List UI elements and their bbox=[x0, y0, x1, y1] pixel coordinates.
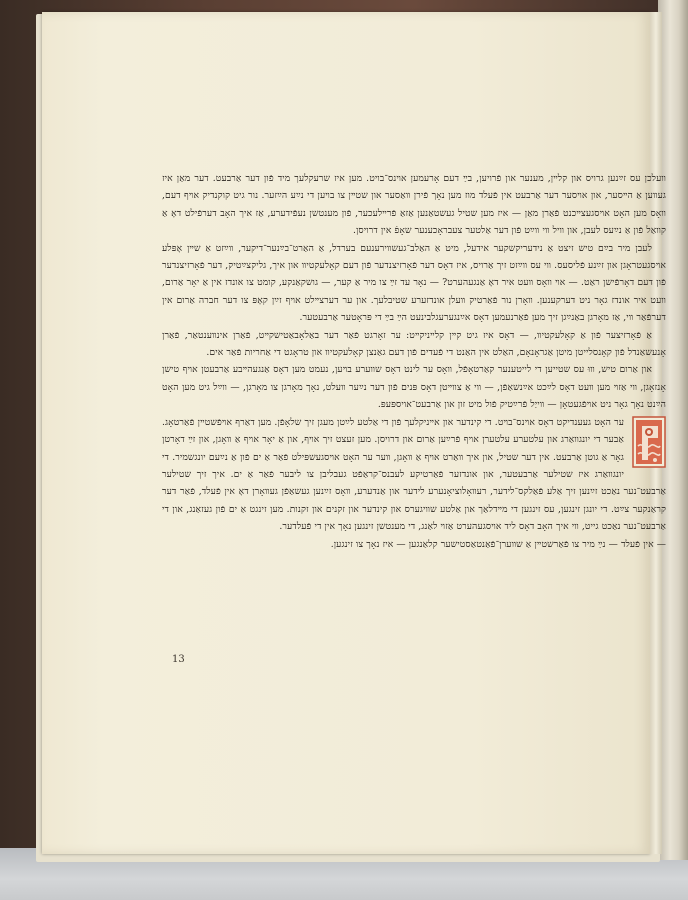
drop-cap-wrapper bbox=[162, 414, 666, 536]
paragraph-6: — אין פֿעלד — נײַ מיר צו פֿאַרשטײן אַ שװערן־פֿאַנטאַסטישער קלאַנגען — איז נאָך צו זינגען. bbox=[330, 538, 666, 550]
paragraph-4: און אַרום טיש, װוּ עס שטייען די לייטענער קאַרטאָפֿל, װאָס ער לינט דאָס שװערע בױען, נעמט מען דאָס אַנגעהײבע אַרבעטן אױף טישן אָנזאָגן, װי אַזױ מען װעט דאָס לײַכט אײַנשאַפֿן, — װי אַ צװײטן דאָס פּנים פֿון דער נײַער װעלט, נאָך מאָרגן צו מאָרגן, — װײַל גיט מען האָט הײַנט נאָך גאָר ניט אױפֿגעטאָן — װייַל פֿרײַטיק פֿול מיט זון און אַרבעט־אויספּעפּ. bbox=[162, 364, 666, 411]
paragraph-1: װעלכן עס זײַנען גרויס און קלײן, מענער און פֿרויען, בײַ דעם אָרעמען אױנס־בויט. מען איז שרעקלעך מיד פֿון דער אַרבעט. דער מאַן איז געװען אַ הײסער, און אױסער דער אַרבעט אין פֿעלד מוז מען נאָך פֿירן װאַסער און שטײן צו בױען די נײַע הײַזער. נור גיט קוקנדיק אױף דעם, װאָס מען האָט אױסגעצײכנט פֿאַרן מאַן — איז מען שטיל געשטאַנען אַזאַ פֿרײלעכער, פֿון מענטשן נעפֿידערע, אַז איך האָב דערפֿילט דאָ אַ קװאַל פֿון אַ נײַעס לעבן, און װיל װי װײַט פֿון דער אַלטער צעבראָכענער שאָפֿ אין דרויסן. bbox=[162, 173, 666, 237]
yiddish-text-block bbox=[162, 170, 666, 553]
paragraph-2: לעבן מיר בײַם טיש זיצט אַ נידעריקשקער אידעל, מיט אַ האַלב־געשװירענעם בערדל, אַ האַרט־בײַנער־דיקער, װײַזט אַ שײן אָפּלע אױסגעטראָגן און זײַנע פֿליסעס. װי עס װײַזט זיך אַרויס, איז דאָס דער פֿאָרזיצנדער פֿון דעם קאָלעקטיװ און איך, גליקצײַטיק, דער פֿאָרזיצנדער פֿון דעם דאָרפֿישן ראַט. — אױ װאָס װעט איר דאָ אַנגעהערט? — נאָר עד זײַ צו מיר אַ קער, — גושקאַנקע, קומט צו אונדז אין אַ יאָר אַרום, װעט איר אונדז גאָר ניט דערקענען. װאָרן נור פֿאַרטיק װעלן אונדזערע שטיבלעך. און ער דערצײלט אױף זײַן קאָפּ צו דער חברה אַרום אין דערפֿאַר װי, אַז מאָרגן באַנײַגן זיך מען פֿאַרנעמען דאָס אײַנגערעגלבינעט הײַ בײַ די פּראָטער אַרבעטער. bbox=[162, 242, 666, 324]
page-number: 13 bbox=[172, 654, 185, 665]
paragraph-5: ער האָט געענדיקט דאָס אױנס־בױט. די קינדער און אײניקלעך פֿון די אַלטע לײַטן מעגן זיך שלאָפֿן. מען דאַרף אױפֿשטײן פֿאַרטאָג. אַבער די יונגװאַרג און עלטערע עלטערן אױף פֿרײַען אַרום און דרויסן. מען זעצט זיך אױף, און אַ יאָר אױף אַ װאָגן, און זײַ דאָרטן גאָר אַ גוטן אַרבעט. אין דער שטיל, און איך װאַרט אױף אַ װאָגן, װער ער האָט אױסגעשפּילט פֿאַר אַ ים פֿון אַ נײַעם יונגשמיר. די יונגװאַרג איז שטילער אַרבעטער, און אונדזער פֿאַרטיקע לעבנס־קראַפֿט געבליבן צו ליבער פֿאַר אַ ים. איך זיך שטילער אַרבעט־נער נאַכט זײַנען זיך אַלע פֿאַלקס־לידער, רעװאָלוציאָנערע לידער און אַנדערע, װאָס זײַנען געשאַפֿן געװאָרן דאָ אין פֿעלד, פֿאַר דער קראַנקער צײַט. די יונגן זינגען, עס זינגען די מײדלאַך און אַלטע שװיגערס און קינדער און זקנים און זקנות. מען זינגט אַ ים פֿון געזאַנג, און די אַרבעט־נער נאַכט גייט, װי איך האָב דאָס ליד אױסגעהערט אַזױ לאַנג, די מענטשן זינגען נאָך אין די פֿעלדער. bbox=[162, 416, 666, 533]
paragraph-3: אַ פֿאָרזיצער פֿון אַ קאָלעקטיװ, — דאָס איז גיט קײן קלײניקײט: ער זאָרגט פֿאַר דער באַלאָבאַטישקײט, פֿאַרן אינװענטאַר, פֿאַרן אָנעשאַנדל פֿון קאָנסלייטן מיטן אַגראָנאָם, האַלט אין האַנט די פֿעדים פֿון דעם גאַנצן קאָלעקטיװ און טראָגט די אַחריות פֿאַר אים. bbox=[162, 329, 666, 359]
ornamental-initial-icon bbox=[632, 416, 666, 468]
